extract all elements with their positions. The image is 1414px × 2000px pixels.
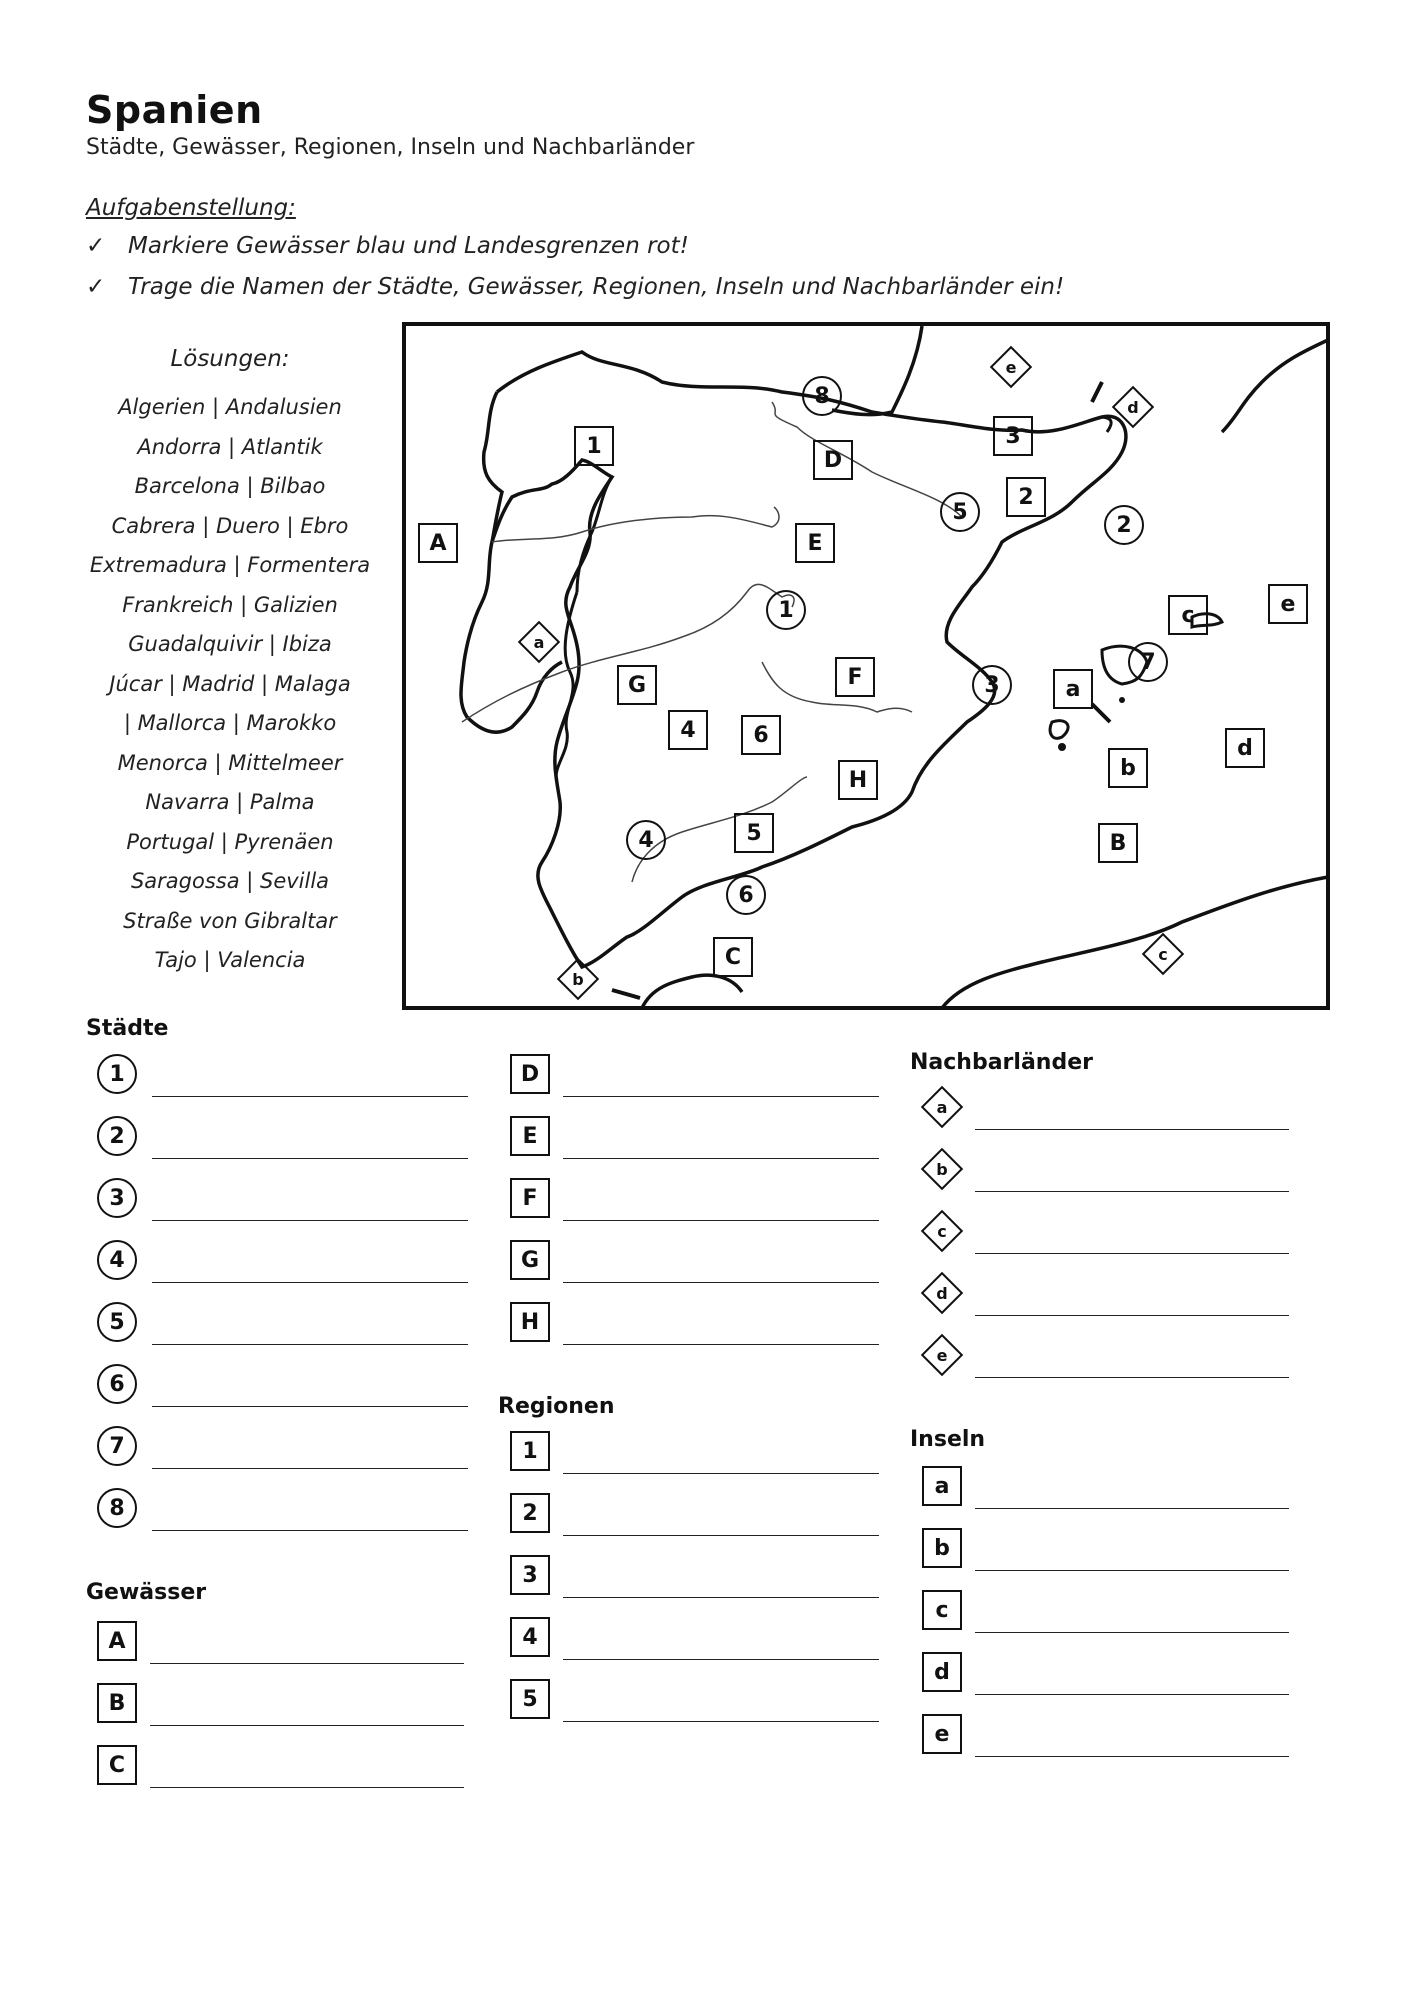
check-icon: ✓ [86,233,106,259]
task-text: Markiere Gewässer blau und Landesgrenzen rot! [128,233,689,259]
inseln-answer-line-c[interactable] [975,1632,1289,1633]
gewaesser2-answer-line-E[interactable] [563,1158,879,1159]
gewaesser-marker-C: C [97,1745,137,1785]
regionen-answer-line-1[interactable] [563,1473,879,1474]
solution-line: Menorca | Mittelmeer [117,750,343,775]
map-island-marker-c: c [1168,595,1208,635]
nachbarlaender-marker-e [920,1333,964,1377]
task-heading: Aufgabenstellung: [86,195,296,221]
staedte-answer-line-6[interactable] [152,1406,468,1407]
regionen-marker-5: 5 [510,1679,550,1719]
marker-label: b [572,969,584,989]
marker-label: d [936,1283,948,1303]
regionen-marker-4: 4 [510,1617,550,1657]
inseln-marker-a: a [922,1466,962,1506]
solution-line: Navarra | Palma [145,790,315,814]
map-neighbor-marker-e [989,345,1033,389]
regionen-answer-line-3[interactable] [563,1597,879,1598]
page-subtitle: Städte, Gewässer, Regionen, Inseln und Nachbarländer [86,135,695,160]
regionen-answer-line-5[interactable] [563,1721,879,1722]
marker-label: a [533,632,545,652]
map-island-marker-a: a [1053,669,1093,709]
map-city-marker-7: 7 [1128,642,1168,682]
gewaesser2-marker-F: F [510,1178,550,1218]
staedte-marker-4: 4 [97,1240,137,1280]
marker-label: c [1158,944,1168,964]
nachbarlaender-marker-d [920,1271,964,1315]
solution-line: Andorra | Atlantik [137,434,323,459]
map-water-marker-A: A [418,523,458,563]
map-city-marker-5: 5 [940,492,980,532]
solution-line: Júcar | Madrid | Malaga [109,671,351,696]
gewaesser2-marker-E: E [510,1116,550,1156]
nachbarlaender-answer-line-b[interactable] [975,1191,1289,1192]
solution-line: Cabrera | Duero | Ebro [111,513,349,538]
map-city-marker-8: 8 [802,376,842,416]
inseln-marker-e: e [922,1714,962,1754]
solution-line: Guadalquivir | Ibiza [128,632,332,656]
gewaesser2-answer-line-G[interactable] [563,1282,879,1283]
map-water-marker-C: C [713,937,753,977]
staedte-marker-1: 1 [97,1054,137,1094]
map-neighbor-marker-b [556,957,600,1001]
section-title-nachbarlaender: Nachbarländer [910,1050,1093,1075]
gewaesser2-marker-H: H [510,1302,550,1342]
staedte-answer-line-7[interactable] [152,1468,468,1469]
map-region-marker-4: 4 [668,710,708,750]
gewaesser-marker-A: A [97,1621,137,1661]
gewaesser2-answer-line-F[interactable] [563,1220,879,1221]
staedte-answer-line-1[interactable] [152,1096,468,1097]
map-island-marker-e: e [1268,584,1308,624]
map-city-marker-1: 1 [766,590,806,630]
map-city-marker-3: 3 [972,665,1012,705]
inseln-answer-line-e[interactable] [975,1756,1289,1757]
map-region-marker-5: 5 [734,813,774,853]
solution-line: | Mallorca | Marokko [123,711,337,735]
solution-line: Barcelona | Bilbao [134,474,326,498]
map-water-marker-E: E [795,523,835,563]
section-title-gewaesser: Gewässer [86,1580,207,1605]
solution-line: Tajo | Valencia [154,948,306,972]
map-region-marker-1: 1 [574,426,614,466]
map-city-marker-6: 6 [726,875,766,915]
gewaesser2-marker-D: D [510,1054,550,1094]
marker-label: a [936,1097,948,1117]
map-water-marker-D: D [813,440,853,480]
staedte-marker-7: 7 [97,1426,137,1466]
map-island-marker-d: d [1225,728,1265,768]
solution-line: Portugal | Pyrenäen [126,829,334,854]
nachbarlaender-answer-line-d[interactable] [975,1315,1289,1316]
map-region-marker-2: 2 [1006,477,1046,517]
inseln-marker-b: b [922,1528,962,1568]
marker-label: c [937,1221,947,1241]
nachbarlaender-answer-line-e[interactable] [975,1377,1289,1378]
map-water-marker-B: B [1098,823,1138,863]
gewaesser2-answer-line-H[interactable] [563,1344,879,1345]
map-region-marker-3: 3 [993,416,1033,456]
section-title-regionen: Regionen [498,1394,615,1419]
staedte-marker-8: 8 [97,1488,137,1528]
gewaesser-answer-line-C[interactable] [150,1787,464,1788]
regionen-answer-line-2[interactable] [563,1535,879,1536]
staedte-marker-5: 5 [97,1302,137,1342]
regionen-marker-1: 1 [510,1431,550,1471]
map-water-marker-H: H [838,760,878,800]
map-neighbor-marker-c [1141,932,1185,976]
map-island-marker-b: b [1108,748,1148,788]
nachbarlaender-marker-a [920,1085,964,1129]
nachbarlaender-marker-b [920,1147,964,1191]
solution-line: Straße von Gibraltar [123,908,337,933]
section-title-inseln: Inseln [910,1427,986,1452]
nachbarlaender-answer-line-c[interactable] [975,1253,1289,1254]
map-region-marker-6: 6 [741,715,781,755]
solution-line: Saragossa | Sevilla [130,869,330,893]
task-item-2 [86,274,1064,300]
inseln-answer-line-a[interactable] [975,1508,1289,1509]
nachbarlaender-marker-c [920,1209,964,1253]
gewaesser-marker-B: B [97,1683,137,1723]
task-text: Trage die Namen der Städte, Gewässer, Regionen, Inseln und Nachbarländer ein! [128,274,1065,300]
regionen-marker-2: 2 [510,1493,550,1533]
regionen-answer-line-4[interactable] [563,1659,879,1660]
map-water-marker-G: G [617,665,657,705]
nachbarlaender-answer-line-a[interactable] [975,1129,1289,1130]
staedte-answer-line-2[interactable] [152,1158,468,1159]
marker-label: e [936,1345,948,1365]
gewaesser-answer-line-A[interactable] [150,1663,464,1664]
task-item-1 [86,233,689,259]
inseln-answer-line-b[interactable] [975,1570,1289,1571]
map-neighbor-marker-a [517,620,561,664]
inseln-marker-d: d [922,1652,962,1692]
map-water-marker-F: F [835,657,875,697]
page-title: Spanien [86,88,263,132]
marker-label: e [1005,357,1017,377]
map-neighbor-marker-d [1111,385,1155,429]
staedte-answer-line-5[interactable] [152,1344,468,1345]
map-city-marker-2: 2 [1104,505,1144,545]
gewaesser2-marker-G: G [510,1240,550,1280]
staedte-marker-3: 3 [97,1178,137,1218]
staedte-answer-line-3[interactable] [152,1220,468,1221]
marker-label: b [936,1159,948,1179]
regionen-marker-3: 3 [510,1555,550,1595]
solution-line: Algerien | Andalusien [118,395,342,419]
solution-line: Extremadura | Formentera [89,553,371,577]
staedte-marker-6: 6 [97,1364,137,1404]
inseln-answer-line-d[interactable] [975,1694,1289,1695]
staedte-answer-line-8[interactable] [152,1530,468,1531]
gewaesser2-answer-line-D[interactable] [563,1096,879,1097]
marker-label: d [1127,397,1139,417]
inseln-marker-c: c [922,1590,962,1630]
solution-line: Frankreich | Galizien [122,592,338,617]
solutions-title: Lösungen: [170,346,290,372]
gewaesser-answer-line-B[interactable] [150,1725,464,1726]
staedte-marker-2: 2 [97,1116,137,1156]
section-title-staedte: Städte [86,1016,169,1041]
staedte-answer-line-4[interactable] [152,1282,468,1283]
map-city-marker-4: 4 [626,820,666,860]
check-icon: ✓ [86,274,106,300]
